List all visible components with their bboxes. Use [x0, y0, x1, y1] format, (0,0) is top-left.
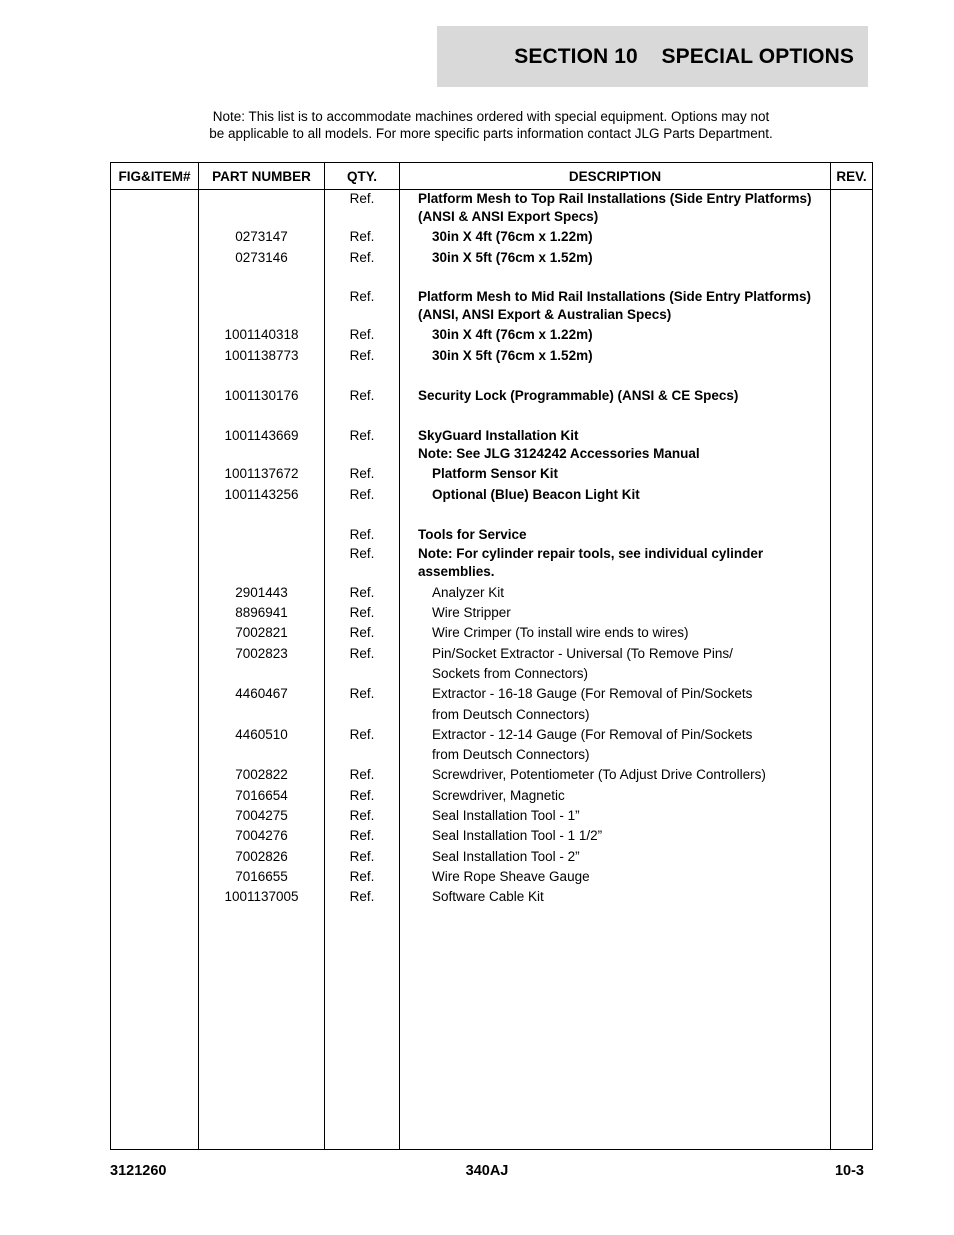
- footer-page-number: 10-3: [834, 1163, 864, 1179]
- qty-cell: Ref.: [349, 645, 375, 661]
- description-cell: (ANSI & ANSI Export Specs): [418, 209, 599, 224]
- description-cell: 30in X 4ft (76cm x 1.22m): [432, 229, 593, 245]
- description-cell: Seal Installation Tool - 1 1/2”: [432, 828, 603, 844]
- footer-model: 340AJ: [465, 1163, 509, 1179]
- qty-cell: Ref.: [349, 327, 375, 343]
- note-line-1: Note: This list is to accommodate machines ordered with special equipment. Options may not: [212, 109, 770, 124]
- description-cell: Screwdriver, Magnetic: [432, 787, 565, 803]
- description-cell: Seal Installation Tool - 1”: [432, 808, 580, 824]
- qty-cell: [325, 207, 399, 227]
- footer-doc-number: 3121260: [110, 1163, 167, 1179]
- qty-cell: Ref.: [349, 486, 375, 502]
- part-number-cell: 7004275: [235, 808, 288, 824]
- description-cell: Optional (Blue) Beacon Light Kit: [432, 486, 640, 502]
- part-number-cell: [199, 305, 324, 325]
- qty-cell: [325, 268, 399, 288]
- part-number-cell: 1001138773: [224, 347, 299, 363]
- col-header-description: DESCRIPTION: [400, 163, 831, 190]
- fig-item-column: [111, 190, 199, 1150]
- qty-cell: [325, 745, 399, 765]
- qty-cell: Ref.: [349, 584, 375, 600]
- description-cell: [400, 407, 830, 427]
- part-number-cell: 0273147: [235, 229, 288, 245]
- part-number-cell: 4460467: [235, 686, 288, 702]
- description-cell: [400, 366, 830, 386]
- col-header-part-number: PART NUMBER: [199, 163, 325, 190]
- part-number-cell: 1001140318: [224, 327, 299, 343]
- description-cell: Wire Crimper (To install wire ends to wires): [432, 625, 689, 641]
- col-header-qty: QTY.: [325, 163, 400, 190]
- qty-cell: Ref.: [349, 787, 375, 803]
- part-number-cell: 7004276: [235, 828, 288, 844]
- part-number-cell: [199, 562, 324, 582]
- table-body-row: [111, 190, 873, 1150]
- description-cell: Screwdriver, Potentiometer (To Adjust Drive Controllers): [432, 767, 766, 783]
- col-header-rev: REV.: [831, 163, 873, 190]
- part-number-cell: [199, 525, 324, 545]
- qty-cell: [325, 664, 399, 684]
- qty-cell: Ref.: [349, 828, 375, 844]
- qty-cell: Ref.: [349, 388, 375, 404]
- qty-cell: Ref.: [349, 767, 375, 783]
- part-number-cell: 7002821: [235, 625, 288, 641]
- part-number-cell: [199, 745, 324, 765]
- part-number-cell: 7002823: [235, 645, 288, 661]
- note-line-2: be applicable to all models. For more specific parts information contact JLG Parts Department.: [209, 126, 773, 141]
- description-cell: Platform Mesh to Mid Rail Installations (Side Entry Platforms): [418, 289, 812, 305]
- description-cell: from Deutsch Connectors): [432, 747, 590, 763]
- description-cell: (ANSI, ANSI Export & Australian Specs): [418, 307, 672, 323]
- description-cell: 30in X 5ft (76cm x 1.52m): [432, 347, 593, 363]
- part-number-cell: [199, 444, 324, 464]
- description-cell: Note: See JLG 3124242 Accessories Manual: [418, 445, 700, 461]
- part-number-cell: [199, 705, 324, 725]
- qty-cell: Ref.: [349, 868, 375, 884]
- options-note: [110, 108, 872, 142]
- description-cell: Extractor - 12-14 Gauge (For Removal of Pin/Sockets: [432, 726, 753, 742]
- qty-cell: Ref.: [349, 686, 375, 702]
- description-column: [400, 190, 831, 1150]
- qty-cell: Ref.: [349, 427, 375, 443]
- qty-cell: [325, 444, 399, 464]
- description-cell: from Deutsch Connectors): [432, 706, 590, 722]
- description-cell: Seal Installation Tool - 2”: [432, 848, 580, 864]
- part-number-cell: 7002826: [235, 848, 288, 864]
- page-footer: [110, 1163, 864, 1183]
- qty-cell: Ref.: [349, 726, 375, 742]
- part-number-cell: [199, 664, 324, 684]
- description-cell: Wire Stripper: [432, 605, 511, 621]
- description-cell: Sockets from Connectors): [432, 665, 589, 681]
- part-number-cell: 1001143256: [224, 486, 299, 502]
- qty-column: [325, 190, 400, 1150]
- part-number-cell: 7002822: [235, 767, 288, 783]
- description-cell: 30in X 5ft (76cm x 1.52m): [432, 249, 593, 265]
- description-cell: Note: For cylinder repair tools, see individual cylinder: [418, 546, 764, 562]
- part-number-cell: 7016654: [235, 787, 288, 803]
- table-header-row: [111, 163, 873, 190]
- part-number-cell: 2901443: [235, 584, 288, 600]
- part-number-cell: 0273146: [235, 249, 288, 265]
- qty-cell: Ref.: [349, 191, 375, 206]
- qty-cell: Ref.: [349, 466, 375, 482]
- part-number-cell: 7016655: [235, 868, 288, 884]
- description-cell: Tools for Service: [418, 527, 527, 543]
- part-number-cell: 1001137005: [224, 889, 299, 905]
- part-number-cell: [199, 190, 324, 207]
- qty-cell: Ref.: [349, 848, 375, 864]
- rev-column: [831, 190, 873, 1150]
- description-cell: Platform Mesh to Top Rail Installations (Side Entry Platforms): [418, 191, 812, 206]
- qty-cell: [325, 366, 399, 386]
- qty-cell: Ref.: [349, 889, 375, 905]
- qty-cell: [325, 407, 399, 427]
- qty-cell: Ref.: [349, 605, 375, 621]
- part-number-cell: [199, 207, 324, 227]
- section-header: [437, 26, 868, 87]
- description-cell: Analyzer Kit: [432, 584, 505, 600]
- description-cell: Security Lock (Programmable) (ANSI & CE Specs): [418, 388, 739, 404]
- section-title: SECTION 10 SPECIAL OPTIONS: [514, 44, 854, 68]
- part-number-cell: [199, 366, 324, 386]
- description-cell: Platform Sensor Kit: [432, 466, 559, 482]
- description-cell: Software Cable Kit: [432, 889, 544, 905]
- qty-cell: Ref.: [349, 249, 375, 265]
- part-number-cell: [199, 288, 324, 305]
- part-number-cell: 1001130176: [224, 388, 299, 404]
- part-number-cell: [199, 268, 324, 288]
- col-header-fig-item: FIG&ITEM#: [111, 163, 199, 190]
- description-cell: Pin/Socket Extractor - Universal (To Remove Pins/: [432, 645, 733, 661]
- description-cell: assemblies.: [418, 564, 495, 580]
- description-cell: Extractor - 16-18 Gauge (For Removal of Pin/Sockets: [432, 686, 753, 702]
- part-number-cell: 1001137672: [224, 466, 299, 482]
- parts-table: [110, 162, 873, 1150]
- description-cell: Wire Rope Sheave Gauge: [432, 868, 590, 884]
- qty-cell: Ref.: [349, 546, 375, 562]
- part-number-cell: 1001143669: [224, 427, 299, 443]
- part-number-cell: [199, 505, 324, 525]
- qty-cell: [325, 505, 399, 525]
- qty-cell: Ref.: [349, 347, 375, 363]
- part-number-cell: [199, 407, 324, 427]
- qty-cell: [325, 705, 399, 725]
- description-cell: SkyGuard Installation Kit: [418, 427, 579, 443]
- qty-cell: [325, 562, 399, 582]
- qty-cell: [325, 305, 399, 325]
- qty-cell: Ref.: [349, 229, 375, 245]
- part-number-cell: 8896941: [235, 605, 288, 621]
- part-number-column: [199, 190, 325, 1150]
- qty-cell: Ref.: [349, 289, 375, 305]
- description-cell: [400, 505, 830, 525]
- qty-cell: Ref.: [349, 625, 375, 641]
- description-cell: 30in X 4ft (76cm x 1.22m): [432, 327, 593, 343]
- qty-cell: Ref.: [349, 808, 375, 824]
- part-number-cell: 4460510: [235, 726, 288, 742]
- part-number-cell: [199, 545, 324, 562]
- description-cell: [400, 268, 830, 288]
- qty-cell: Ref.: [349, 527, 375, 543]
